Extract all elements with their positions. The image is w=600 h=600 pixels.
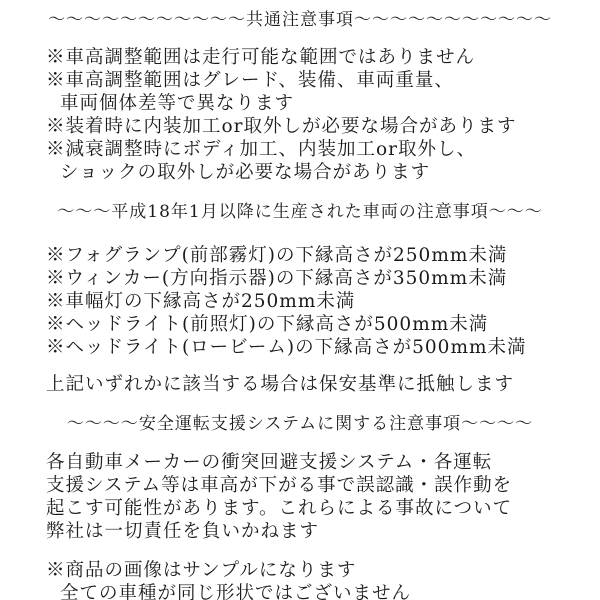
note-line-continuation: 車両個体差等で異なります: [60, 93, 295, 114]
note-line: ※減衰調整時にボディ加工、内装加工or取外し、: [46, 139, 477, 160]
note-line: ※装着時に内装加工or取外しが必要な場合があります: [46, 116, 517, 137]
note-line-continuation: 全ての車種が同じ形状ではございません: [60, 583, 412, 600]
note-line: ※ヘッドライト(前照灯)の下縁高さが500mm未満: [46, 314, 489, 335]
note-line: ※フォグランプ(前部霧灯)の下縁高さが250mm未満: [46, 245, 508, 266]
safety-paragraph: [0, 451, 600, 543]
common-notes-header: ～～～～～～～～～～～共通注意事項～～～～～～～～～～～: [48, 10, 552, 30]
note-line: ※ウィンカー(方向指示器)の下縁高さが350mm未満: [46, 268, 508, 289]
conclusion-line: 上記いずれかに該当する場合は保安基準に抵触します: [46, 374, 515, 395]
heisei-notes-group: [0, 244, 600, 359]
paragraph-line: 弊社は一切責任を負いかねます: [46, 521, 320, 542]
heisei-vehicles-header: ～～～平成18年1月以降に生産された車両の注意事項～～～: [57, 202, 543, 222]
note-line: ※車幅灯の下縁高さが250mm未満: [46, 291, 356, 312]
safety-system-header: ～～～～安全運転支援システムに関する注意事項～～～～: [66, 414, 534, 434]
note-line: ※車高調整範囲は走行可能な範囲ではありません: [46, 47, 476, 68]
paragraph-line: 支援システム等は車高が下がる事で誤認識・誤作動を: [46, 475, 513, 496]
common-notes-group: [0, 46, 600, 184]
sample-image-notes-group: [0, 559, 600, 600]
note-line: ※車高調整範囲はグレード、装備、車両重量、: [46, 70, 454, 91]
note-line-continuation: ショックの取外しが必要な場合があります: [60, 162, 431, 183]
paragraph-line: 起こす可能性があります。これらによる事故について: [46, 498, 513, 519]
paragraph-line: 各自動車メーカーの衝突回避支援システム・各運転: [46, 452, 493, 473]
note-line: ※商品の画像はサンプルになります: [46, 560, 357, 581]
note-line: ※ヘッドライト(ロービーム)の下縁高さが500mm未満: [46, 337, 527, 358]
